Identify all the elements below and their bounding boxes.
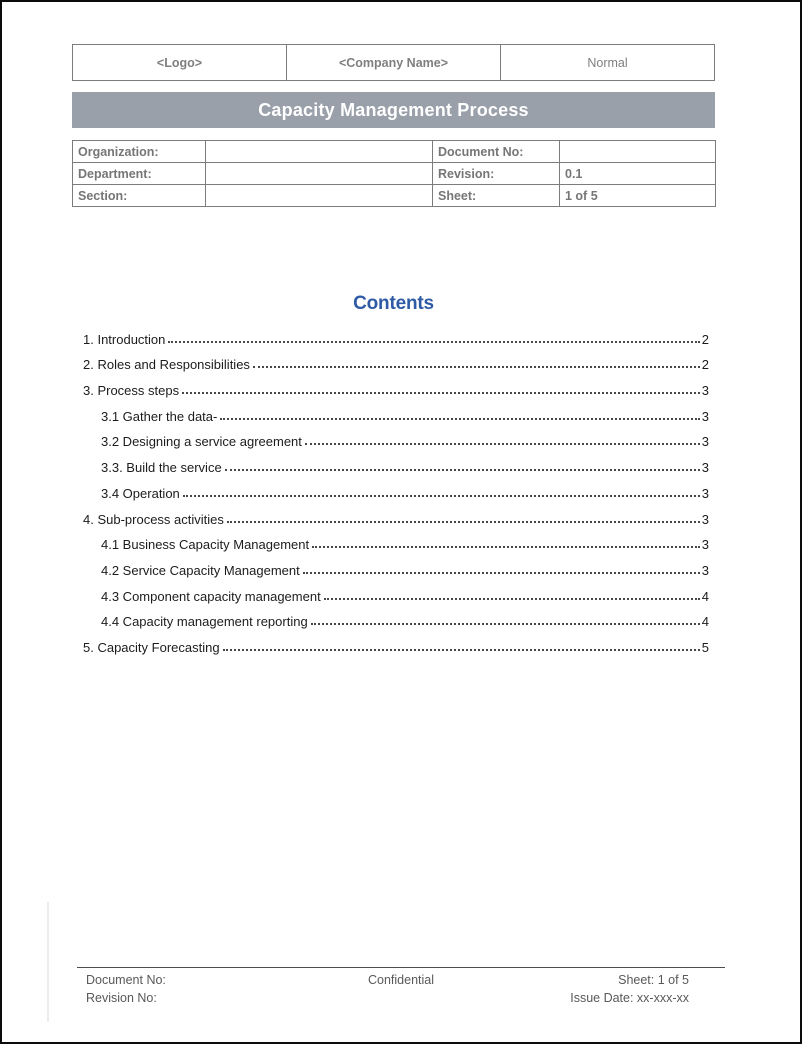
document-no-value-cell[interactable]	[560, 141, 716, 163]
toc-entry-label: 4.4 Capacity management reporting	[101, 614, 308, 630]
revision-label: Revision:	[433, 163, 560, 185]
footer-issue-date: Issue Date: xx-xxx-xx	[570, 991, 689, 1005]
toc-entry-label: 1. Introduction	[83, 331, 166, 347]
dot-leader	[225, 469, 700, 471]
footer-row-1	[77, 971, 725, 989]
revision-value: 0.1	[560, 163, 716, 185]
toc-entry-page-number: 4	[701, 588, 709, 604]
dot-leader	[305, 443, 700, 445]
toc-entry-page-number: 4	[701, 614, 709, 630]
dot-leader	[311, 623, 700, 625]
page-footer	[77, 967, 725, 1007]
toc-entry-page-number: 2	[701, 357, 709, 373]
toc-entry-label: 5. Capacity Forecasting	[83, 639, 220, 655]
toc-entry-page-number: 3	[701, 485, 709, 501]
toc-entry-label: 3.1 Gather the data-	[101, 408, 218, 424]
toc-entry[interactable]	[83, 475, 709, 501]
toc-entry-page-number: 3	[701, 434, 709, 450]
footer-confidential: Confidential	[367, 973, 434, 987]
toc-entry-label: 3. Process steps	[83, 383, 180, 399]
toc-entry[interactable]	[83, 629, 709, 655]
toc-entry-label: 3.2 Designing a service agreement	[101, 434, 302, 450]
footer-row-2	[77, 989, 725, 1007]
dot-leader	[168, 341, 699, 343]
sheet-value: 1 of 5	[560, 185, 716, 207]
toc-entry[interactable]	[83, 449, 709, 475]
toc-entry-label: 3.4 Operation	[101, 485, 180, 501]
toc-entry[interactable]	[83, 347, 709, 373]
dot-leader	[253, 366, 700, 368]
organization-label: Organization:	[73, 141, 206, 163]
toc-entry[interactable]	[83, 321, 709, 347]
toc-entry-label: 4.2 Service Capacity Management	[101, 562, 300, 578]
dot-leader	[223, 649, 700, 651]
section-label: Section:	[73, 185, 206, 207]
dot-leader	[182, 392, 700, 394]
document-info-table	[72, 140, 716, 207]
toc-entry-page-number: 5	[701, 639, 709, 655]
company-name-placeholder: <Company Name>	[287, 45, 501, 81]
dot-leader	[183, 495, 700, 497]
dot-leader	[303, 572, 700, 574]
toc-entry-page-number: 3	[701, 383, 709, 399]
organization-value-cell[interactable]	[206, 141, 433, 163]
toc-entry[interactable]	[83, 578, 709, 604]
table-row	[73, 185, 716, 207]
header-table	[72, 44, 715, 81]
table-row	[73, 163, 716, 185]
toc-entry[interactable]	[83, 552, 709, 578]
title-banner	[72, 92, 715, 128]
contents-heading: Contents	[353, 293, 434, 314]
table-row	[73, 141, 716, 163]
department-value-cell[interactable]	[206, 163, 433, 185]
document-title: Capacity Management Process	[258, 99, 529, 120]
toc-entry-page-number: 3	[701, 460, 709, 476]
footer-sheet: Sheet: 1 of 5	[618, 973, 689, 987]
toc-entry-page-number: 3	[701, 562, 709, 578]
table-of-contents	[83, 321, 709, 655]
sheet-label: Sheet:	[433, 185, 560, 207]
page-edge-shadow	[47, 902, 49, 1022]
toc-entry-page-number: 3	[701, 537, 709, 553]
toc-entry-page-number: 3	[701, 408, 709, 424]
toc-entry-label: 2. Roles and Responsibilities	[83, 357, 250, 373]
toc-entry[interactable]	[83, 527, 709, 553]
toc-entry[interactable]	[83, 604, 709, 630]
dot-leader	[220, 418, 699, 420]
toc-entry[interactable]	[83, 398, 709, 424]
dot-leader	[312, 546, 700, 548]
department-label: Department:	[73, 163, 206, 185]
footer-document-no: Document No:	[86, 973, 166, 987]
dot-leader	[227, 521, 700, 523]
toc-entry[interactable]	[83, 501, 709, 527]
toc-entry-label: 4. Sub-process activities	[83, 511, 224, 527]
toc-entry-label: 4.1 Business Capacity Management	[101, 537, 310, 553]
toc-entry[interactable]	[83, 372, 709, 398]
toc-entry-page-number: 2	[701, 331, 709, 347]
logo-placeholder: <Logo>	[73, 45, 287, 81]
toc-entry-label: 4.3 Component capacity management	[101, 588, 321, 604]
toc-entry-page-number: 3	[701, 511, 709, 527]
document-no-label: Document No:	[433, 141, 560, 163]
doc-classification: Normal	[501, 45, 715, 81]
dot-leader	[324, 598, 700, 600]
section-value-cell[interactable]	[206, 185, 433, 207]
toc-entry-label: 3.3. Build the service	[101, 460, 222, 476]
footer-revision-no: Revision No:	[86, 991, 157, 1005]
toc-entry[interactable]	[83, 424, 709, 450]
